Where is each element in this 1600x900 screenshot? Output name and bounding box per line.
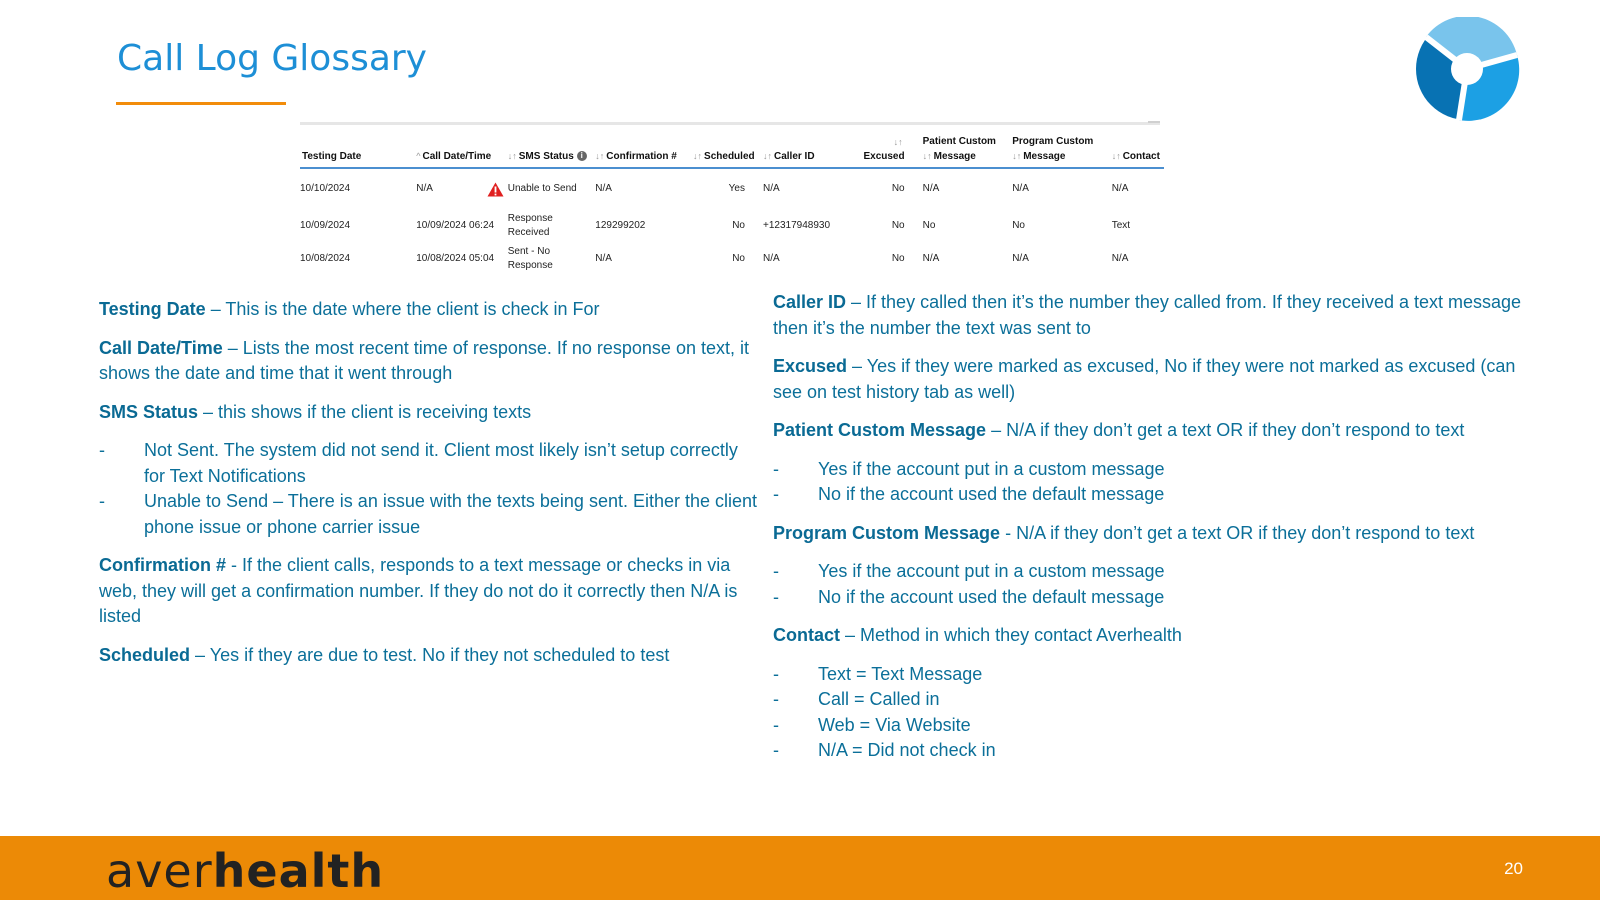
table-row[interactable] (300, 168, 1164, 209)
header-caller-id[interactable] (763, 130, 853, 168)
term: Excused (773, 356, 848, 376)
cell-confirmation: N/A (595, 183, 612, 194)
table-top-border-end (1148, 121, 1160, 123)
cell-call-datetime: 10/08/2024 05:04 (416, 252, 495, 264)
cell-program-custom: N/A (1012, 252, 1029, 264)
cell-contact: N/A (1111, 252, 1129, 264)
header-excused[interactable] (853, 130, 923, 168)
cell-scheduled: Yes (728, 183, 745, 194)
header-scheduled[interactable] (693, 130, 763, 168)
header-label: Caller ID (773, 151, 815, 162)
list-item-text: N/A = Did not check in (818, 740, 996, 760)
bullet-dash: - (773, 458, 779, 479)
sort-icon: ↓↑ (922, 151, 932, 161)
cell-caller-id: N/A (762, 252, 780, 264)
cell-confirmation: 129299202 (595, 219, 646, 231)
list-item (773, 738, 1533, 764)
cell-call-datetime: 10/09/2024 06:24 (416, 219, 495, 231)
definition: – Method in which they contact Averhealth (840, 625, 1182, 645)
table-row[interactable] (300, 209, 1164, 242)
list-item-text: Not Sent. The system did not send it. Client most likely isn’t setup correctly for Text Notifications (144, 440, 738, 486)
header-patient-custom-message[interactable] (923, 130, 1013, 168)
list-item (773, 457, 1533, 483)
term: Contact (773, 625, 840, 645)
sort-icon: ↓↑ (595, 151, 605, 161)
header-testing-date[interactable] (300, 130, 416, 168)
list-item (773, 687, 1533, 713)
sort-icon: ↓↑ (893, 137, 903, 147)
table-header-row (300, 130, 1164, 168)
cell-sms-status (508, 168, 596, 209)
bullet-dash: - (773, 663, 779, 684)
bullet-dash: - (773, 586, 779, 607)
header-label: Scheduled (704, 151, 755, 162)
cell-patient-custom: No (922, 219, 936, 231)
cell-caller-id: +12317948930 (762, 219, 831, 231)
warning-icon (487, 182, 504, 197)
program-custom-list (773, 559, 1533, 610)
term: SMS Status (99, 401, 199, 422)
bullet-dash: - (773, 689, 779, 709)
averhealth-wordmark (106, 844, 384, 898)
term: Program Custom Message (773, 522, 1001, 543)
bullet-dash: - (773, 714, 779, 735)
patient-custom-list (773, 457, 1533, 508)
sms-status-text: Unable to Send (507, 183, 577, 194)
list-item-text: Call = Called in (818, 689, 940, 709)
term: Scheduled (99, 644, 191, 665)
glossary-contact (773, 623, 1533, 649)
cell-confirmation: N/A (595, 252, 612, 264)
term: Testing Date (99, 299, 206, 319)
list-item-text: Unable to Send – There is an issue with the texts being sent. Either the client phone issue or phone carrier issue (144, 491, 758, 537)
sort-icon: ↓↑ (762, 151, 772, 161)
header-contact[interactable] (1112, 130, 1164, 168)
glossary-patient-custom-message (773, 418, 1533, 444)
definition: - If the client calls, responds to a text message or checks in via web, they will get a confirmation number. If they do not do it correctly then N/A is listed (99, 555, 738, 626)
sort-icon: ^ (416, 151, 421, 161)
list-item (99, 489, 759, 540)
cell-testing-date: 10/08/2024 (300, 252, 351, 264)
glossary-program-custom-message (773, 521, 1533, 547)
glossary-scheduled (99, 643, 759, 669)
header-label: Confirmation # (606, 151, 677, 162)
sort-icon: ↓↑ (1111, 151, 1121, 161)
header-sms-status[interactable] (508, 130, 596, 168)
list-item (773, 585, 1533, 611)
bullet-dash: - (773, 561, 779, 581)
definition: – Yes if they were marked as excused, No if they were not marked as excused (can see on test history tab as well) (773, 356, 1516, 402)
page-number: 20 (1504, 859, 1523, 878)
glossary-call-datetime (99, 336, 759, 387)
cell-patient-custom: N/A (922, 252, 940, 264)
cell-scheduled: No (732, 219, 745, 231)
list-item (773, 482, 1533, 508)
cell-call-datetime: N/A (416, 183, 433, 194)
sort-icon: ↓↑ (507, 151, 517, 161)
header-program-custom-message[interactable] (1012, 130, 1111, 168)
definition: – Lists the most recent time of response. If no response on text, it shows the date and time that it went through (99, 337, 749, 383)
term: Caller ID (773, 292, 847, 312)
table-row[interactable] (300, 242, 1164, 275)
header-label: SMS Status (518, 151, 574, 162)
cell-contact: Text (1111, 219, 1131, 231)
bullet-dash: - (99, 440, 105, 460)
definition: – This is the date where the client is check in For (205, 299, 600, 319)
sms-status-line1: Response (507, 212, 553, 224)
table-top-border (300, 122, 1160, 125)
info-icon[interactable]: i (577, 151, 587, 161)
header-label: Contact (1122, 151, 1160, 162)
footer-bar (0, 836, 1600, 900)
cell-excused: No (891, 183, 905, 194)
cell-caller-id: N/A (762, 183, 780, 194)
cell-testing-date: 10/10/2024 (300, 183, 351, 194)
sms-status-list (99, 438, 759, 540)
slide-title: Call Log Glossary (117, 38, 427, 79)
sms-status-line2: Received (507, 226, 550, 238)
contact-list (773, 662, 1533, 764)
list-item (773, 713, 1533, 739)
brand-bold: health (212, 844, 385, 898)
sms-status-line1: Sent - No (507, 245, 551, 257)
glossary-right-column (773, 290, 1533, 777)
list-item-text: Yes if the account put in a custom message (818, 561, 1165, 581)
call-log-table-screenshot (300, 118, 1164, 271)
glossary-caller-id (773, 290, 1533, 341)
header-label: Testing Date (302, 151, 362, 162)
glossary-left-column (99, 297, 759, 681)
cell-excused: No (891, 219, 905, 231)
cell-patient-custom: N/A (922, 183, 940, 194)
definition: – Yes if they are due to test. No if they not scheduled to test (190, 644, 670, 665)
cell-sms-status (508, 242, 596, 275)
header-label-line2: Message (933, 151, 976, 162)
list-item-text: No if the account used the default message (818, 586, 1165, 607)
cell-testing-date: 10/09/2024 (300, 219, 351, 231)
definition: – If they called then it’s the number they called from. If they received a text message then it’s the number the text was sent to (773, 292, 1522, 338)
cell-sms-status (508, 209, 596, 242)
glossary-excused (773, 354, 1533, 405)
cell-scheduled: No (732, 252, 745, 264)
header-label-line2: Message (1023, 151, 1066, 162)
list-item (99, 438, 759, 489)
list-item (773, 559, 1533, 585)
list-item-text: Text = Text Message (818, 663, 983, 684)
sort-icon: ↓↑ (1012, 151, 1022, 161)
header-label: Call Date/Time (422, 151, 492, 162)
cell-contact: N/A (1111, 183, 1129, 194)
definition: – this shows if the client is receiving texts (198, 401, 532, 422)
brand-light: aver (106, 844, 213, 898)
cell-excused: No (891, 252, 905, 264)
list-item-text: Yes if the account put in a custom message (818, 458, 1165, 479)
list-item (773, 662, 1533, 688)
bullet-dash: - (99, 491, 105, 511)
header-label-line1: Patient Custom (922, 136, 996, 147)
header-label: Excused (863, 151, 905, 162)
averhealth-logo-icon (1414, 17, 1520, 121)
glossary-confirmation (99, 553, 759, 630)
sms-status-line2: Response (507, 259, 553, 271)
bullet-dash: - (773, 484, 779, 504)
definition: - N/A if they don’t get a text OR if they don’t respond to text (1000, 522, 1475, 543)
bullet-dash: - (773, 740, 779, 760)
cell-program-custom: No (1012, 219, 1025, 231)
list-item-text: No if the account used the default message (818, 484, 1165, 504)
term: Patient Custom Message (773, 420, 987, 440)
cell-program-custom: N/A (1012, 183, 1029, 194)
sort-icon: ↓↑ (693, 151, 703, 161)
term: Call Date/Time (99, 337, 223, 358)
header-confirmation[interactable] (595, 130, 693, 168)
call-log-table (300, 130, 1164, 275)
glossary-testing-date (99, 297, 759, 323)
list-item-text: Web = Via Website (818, 714, 971, 735)
header-label-line1: Program Custom (1012, 136, 1094, 147)
header-call-date-time[interactable] (416, 130, 508, 168)
glossary-sms-status (99, 400, 759, 426)
definition: – N/A if they don’t get a text OR if they don’t respond to text (986, 420, 1465, 440)
title-underline (116, 102, 286, 105)
term: Confirmation # (99, 555, 227, 575)
